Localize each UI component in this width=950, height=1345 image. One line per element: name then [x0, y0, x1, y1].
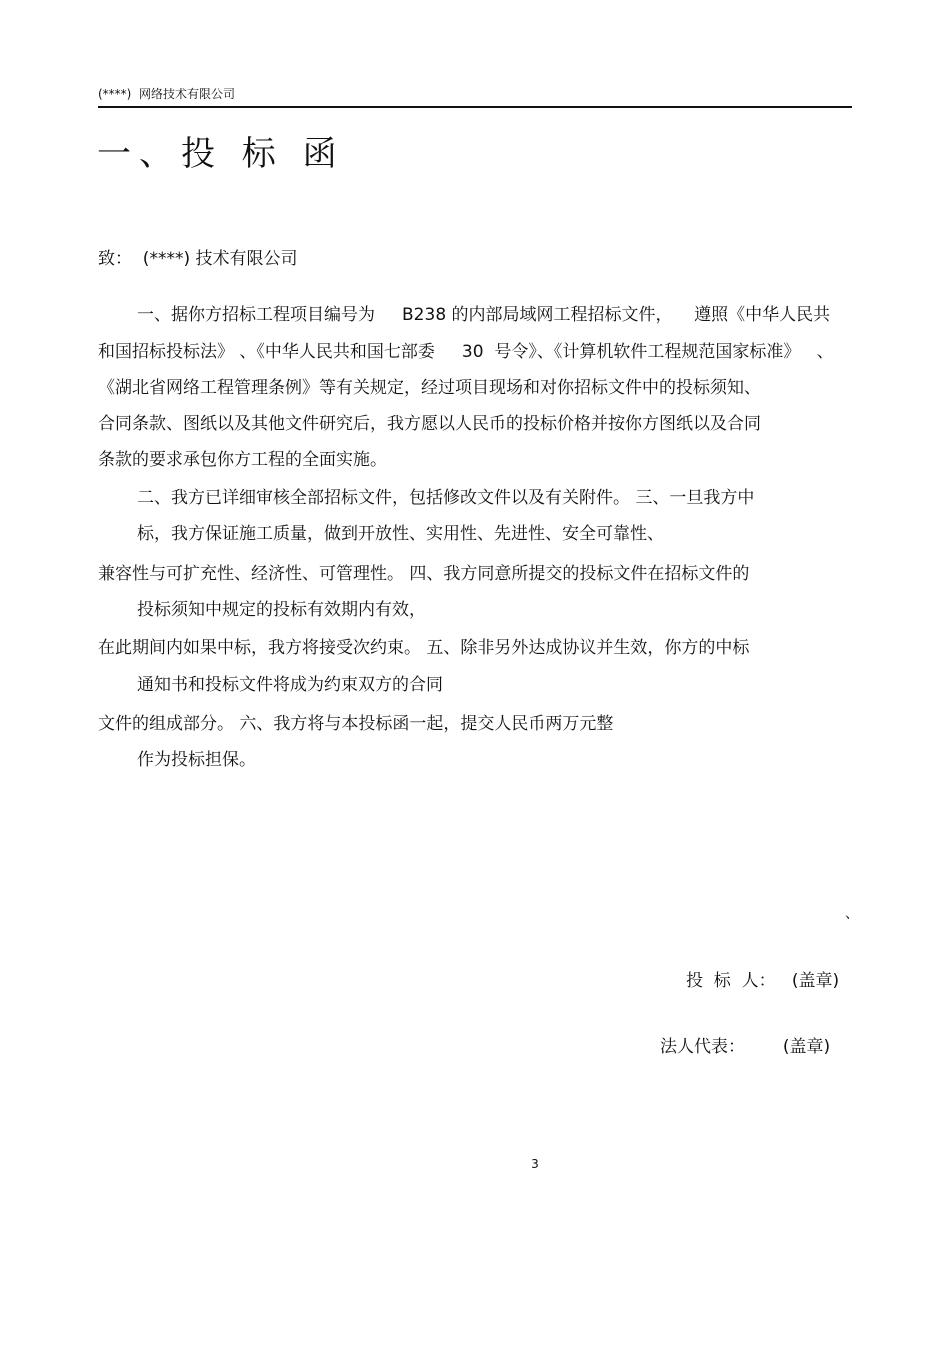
body-line: 《湖北省网络工程管理条例》等有关规定，经过项目现场和对你招标文件中的投标须知、 [98, 378, 761, 398]
body-line: 标，我方保证施工质量，做到开放性、实用性、先进性、安全可靠性、 [137, 524, 664, 544]
body-line: 条款的要求承包你方工程的全面实施。 [98, 450, 387, 470]
body-line: 文件的组成部分。 六、我方将与本投标函一起，提交人民币两万元整 [98, 714, 614, 734]
body-line: 一、据你方招标工程项目编号为 B238 的内部局域网工程招标文件， 遵照《中华人民共 [137, 305, 831, 325]
body-line: 作为投标担保。 [137, 750, 256, 770]
header-company: (****) 网络技术有限公司 [98, 87, 235, 101]
legal-rep-signature-line: 法人代表： (盖章) [660, 1037, 831, 1057]
body-line: 和国招标投标法》 、《中华人民共和国七部委 30 号令》、《计算机软件工程规范国家标准》 、 [98, 342, 834, 362]
body-line: 投标须知中规定的投标有效期内有效， [137, 600, 426, 620]
bidder-signature-line: 投 标 人： (盖章) [686, 971, 840, 991]
body-line: 二、我方已详细审核全部招标文件，包括修改文件以及有关附件。 三、一旦我方中 [137, 488, 755, 508]
header-rule [98, 106, 852, 108]
body-line: 合同条款、图纸以及其他文件研究后，我方愿以人民币的投标价格并按你方图纸以及合同 [98, 414, 761, 434]
page-number: 3 [531, 1157, 539, 1171]
addressee-line: 致： (****) 技术有限公司 [98, 249, 298, 269]
body-line: 通知书和投标文件将成为约束双方的合同 [137, 675, 443, 695]
body-line: 兼容性与可扩充性、经济性、可管理性。 四、我方同意所提交的投标文件在招标文件的 [98, 564, 750, 584]
document-title: 一、投 标 函 [97, 134, 345, 174]
body-line: 在此期间内如果中标，我方将接受次约束。 五、除非另外达成协议并生效，你方的中标 [98, 638, 750, 658]
corner-mark: 、 [845, 906, 859, 922]
